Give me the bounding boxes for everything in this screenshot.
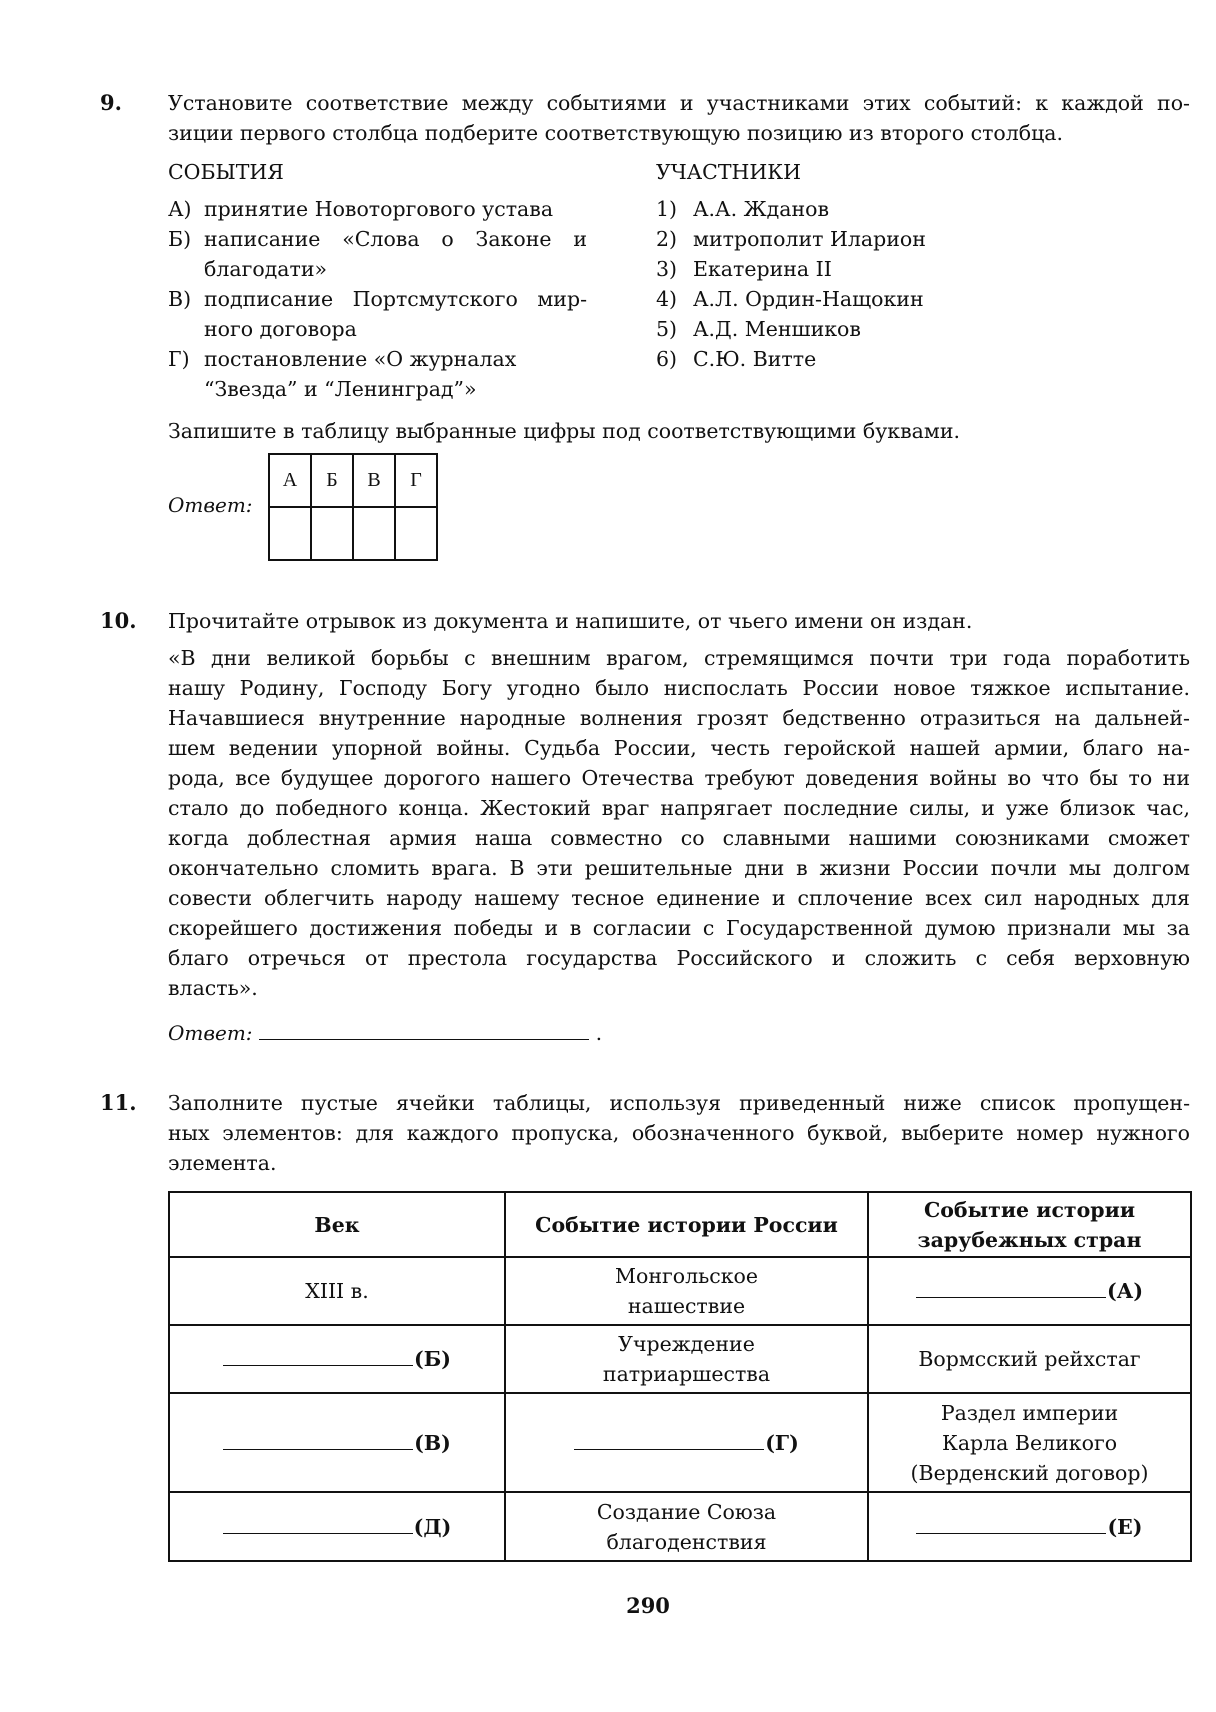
quote-line-11: благо отречься от престола государства Российского и сложить с себя верховную	[168, 946, 1190, 970]
participant-2: митрополит Иларион	[693, 227, 926, 251]
event-v-line-2: ного договора	[204, 317, 357, 341]
blank-letter: (Д)	[413, 1514, 452, 1539]
participant-1: А.А. Жданов	[693, 197, 830, 221]
cell-foreign-line-1: Раздел империи	[940, 1400, 1119, 1425]
blank-letter: (Г)	[765, 1430, 799, 1455]
task-10-answer-input[interactable]	[259, 1019, 589, 1040]
cell-russia	[505, 1257, 868, 1325]
blank-line[interactable]	[916, 1279, 1106, 1298]
task-11-prompt-line-3: элемента.	[168, 1151, 277, 1175]
task-9-number: 9.	[100, 90, 122, 115]
task-10-answer-row	[168, 1018, 602, 1048]
cell-foreign: Вормсский рейхстаг	[868, 1325, 1191, 1393]
answer-col-b: Б	[311, 454, 353, 507]
cell-russia-line-1: Монгольское	[614, 1264, 759, 1288]
cell-foreign-line-2: Карла Великого	[941, 1430, 1118, 1455]
header-russia: Событие истории России	[505, 1192, 868, 1257]
events-header: СОБЫТИЯ	[168, 160, 284, 184]
task-10-number: 10.	[100, 608, 137, 633]
table-row	[169, 1393, 1191, 1492]
quote-line-5: рода, все будущее дорогого нашего Отечества требуют доведения войны во что бы то ни	[168, 766, 1190, 790]
blank-letter: (Б)	[414, 1347, 451, 1371]
cell-russia	[505, 1325, 868, 1393]
quote-line-6: стало до победного конца. Жестокий враг напрягает последние силы, и уже близок час,	[168, 796, 1190, 820]
event-letter-a: А)	[168, 197, 192, 221]
event-b-line-1: написание «Слова о Законе и	[204, 227, 587, 251]
quote-line-1: «В дни великой борьбы с внешним врагом, стремящимся почти три года поработить	[168, 646, 1190, 670]
task-10-prompt: Прочитайте отрывок из документа и напишите, от чьего имени он издан.	[168, 609, 973, 633]
participant-num-6: 6)	[656, 347, 678, 371]
participant-4: А.Л. Ордин-Нащокин	[693, 287, 924, 311]
participant-num-1: 1)	[656, 197, 678, 221]
answer-col-g: Г	[395, 454, 437, 507]
blank-line[interactable]	[223, 1515, 413, 1534]
table-row	[169, 1325, 1191, 1393]
task-9-prompt-line-1: Установите соответствие между событиями и участниками этих событий: к каждой по-	[168, 91, 1190, 115]
quote-line-12: власть».	[168, 976, 258, 1000]
quote-line-2: нашу Родину, Господу Богу угодно было ниспослать России новое тяжкое испытание.	[168, 676, 1190, 700]
blank-line[interactable]	[223, 1431, 413, 1450]
table-row	[169, 1257, 1191, 1325]
event-a: принятие Новоторгового устава	[204, 197, 554, 221]
cell-century-blank-v[interactable]	[169, 1393, 505, 1492]
cell-foreign-blank-a[interactable]	[868, 1257, 1191, 1325]
answer-cell-v[interactable]	[353, 507, 395, 560]
answer-cell-g[interactable]	[395, 507, 437, 560]
quote-line-7: когда доблестная армия наша совместно со славными нашими союзниками сможет	[168, 826, 1190, 850]
table-row	[169, 1492, 1191, 1561]
cell-foreign-line-3: (Верденский договор)	[910, 1460, 1149, 1485]
event-v-line-1: подписание Портсмутского мир-	[204, 287, 587, 311]
header-foreign-line-2: зарубежных стран	[917, 1227, 1142, 1252]
task-11-prompt-line-1: Заполните пустые ячейки таблицы, используя приведенный ниже список пропущен-	[168, 1091, 1190, 1115]
header-century: Век	[169, 1192, 505, 1257]
participant-5: А.Д. Меншиков	[693, 317, 861, 341]
task-10-answer-label: Ответ:	[168, 1021, 253, 1045]
cell-russia-line-2: благоденствия	[606, 1529, 767, 1554]
header-foreign	[868, 1192, 1191, 1257]
header-foreign-line-1: Событие истории	[923, 1197, 1136, 1222]
cell-russia-line-2: нашествие	[627, 1294, 746, 1318]
quote-line-3: Начавшиеся внутренние народные волнения грозят бедственно отразиться на дальней-	[168, 706, 1190, 730]
task-9-instruction: Запишите в таблицу выбранные цифры под соответствующими буквами.	[168, 419, 961, 443]
cell-century: XIII в.	[169, 1257, 505, 1325]
blank-letter: (А)	[1106, 1279, 1144, 1303]
participant-num-5: 5)	[656, 317, 678, 341]
cell-russia-line-1: Создание Союза	[596, 1499, 777, 1524]
history-table	[168, 1191, 1192, 1562]
task-9-answer-label: Ответ:	[168, 493, 253, 517]
answer-col-v: В	[353, 454, 395, 507]
quote-line-4: шем ведении упорной войны. Судьба России, честь геройской нашей армии, благо на-	[168, 736, 1190, 760]
cell-century-blank-b[interactable]	[169, 1325, 505, 1393]
blank-line[interactable]	[223, 1347, 413, 1366]
event-b-line-2: благодати»	[204, 257, 328, 281]
event-g-line-2: “Звезда” и “Ленинград”»	[204, 377, 477, 401]
participant-num-4: 4)	[656, 287, 678, 311]
participants-header: УЧАСТНИКИ	[656, 160, 802, 184]
cell-russia-blank-g[interactable]	[505, 1393, 868, 1492]
cell-century-blank-d[interactable]	[169, 1492, 505, 1561]
blank-line[interactable]	[916, 1515, 1106, 1534]
task-10-answer-end: .	[595, 1021, 603, 1045]
cell-russia-line-2: патриаршества	[602, 1362, 771, 1386]
answer-cell-b[interactable]	[311, 507, 353, 560]
task-11-prompt-line-2: ных элементов: для каждого пропуска, обозначенного буквой, выберите номер нужного	[168, 1121, 1190, 1145]
quote-line-8: окончательно сломить врага. В эти решительные дни в жизни России почли мы долгом	[168, 856, 1190, 880]
page-number: 290	[626, 1593, 670, 1618]
participant-num-3: 3)	[656, 257, 678, 281]
table-header-row	[169, 1192, 1191, 1257]
task-9-prompt-line-2: зиции первого столбца подберите соответствующую позицию из второго столбца.	[168, 121, 1064, 145]
cell-russia-line-1: Учреждение	[618, 1332, 755, 1356]
task-9-answer-grid	[268, 453, 438, 561]
blank-line[interactable]	[574, 1431, 764, 1450]
quote-line-10: скорейшего достижения победы и в согласии с Государственной думою признали мы за	[168, 916, 1190, 940]
event-letter-v: В)	[168, 287, 192, 311]
participant-num-2: 2)	[656, 227, 678, 251]
event-g-line-1: постановление «О журналах	[204, 347, 517, 371]
quote-line-9: совести облегчить народу нашему тесное единение и сплочение всех сил народных для	[168, 886, 1190, 910]
answer-cell-a[interactable]	[269, 507, 311, 560]
answer-col-a: А	[269, 454, 311, 507]
task-11-number: 11.	[100, 1090, 137, 1115]
event-letter-b: Б)	[168, 227, 192, 251]
cell-foreign	[868, 1393, 1191, 1492]
blank-letter: (В)	[414, 1430, 451, 1455]
event-letter-g: Г)	[168, 347, 190, 371]
cell-foreign-blank-e[interactable]	[868, 1492, 1191, 1561]
cell-russia	[505, 1492, 868, 1561]
blank-letter: (Е)	[1107, 1514, 1143, 1539]
participant-3: Екатерина II	[693, 257, 832, 281]
participant-6: С.Ю. Витте	[693, 347, 817, 371]
